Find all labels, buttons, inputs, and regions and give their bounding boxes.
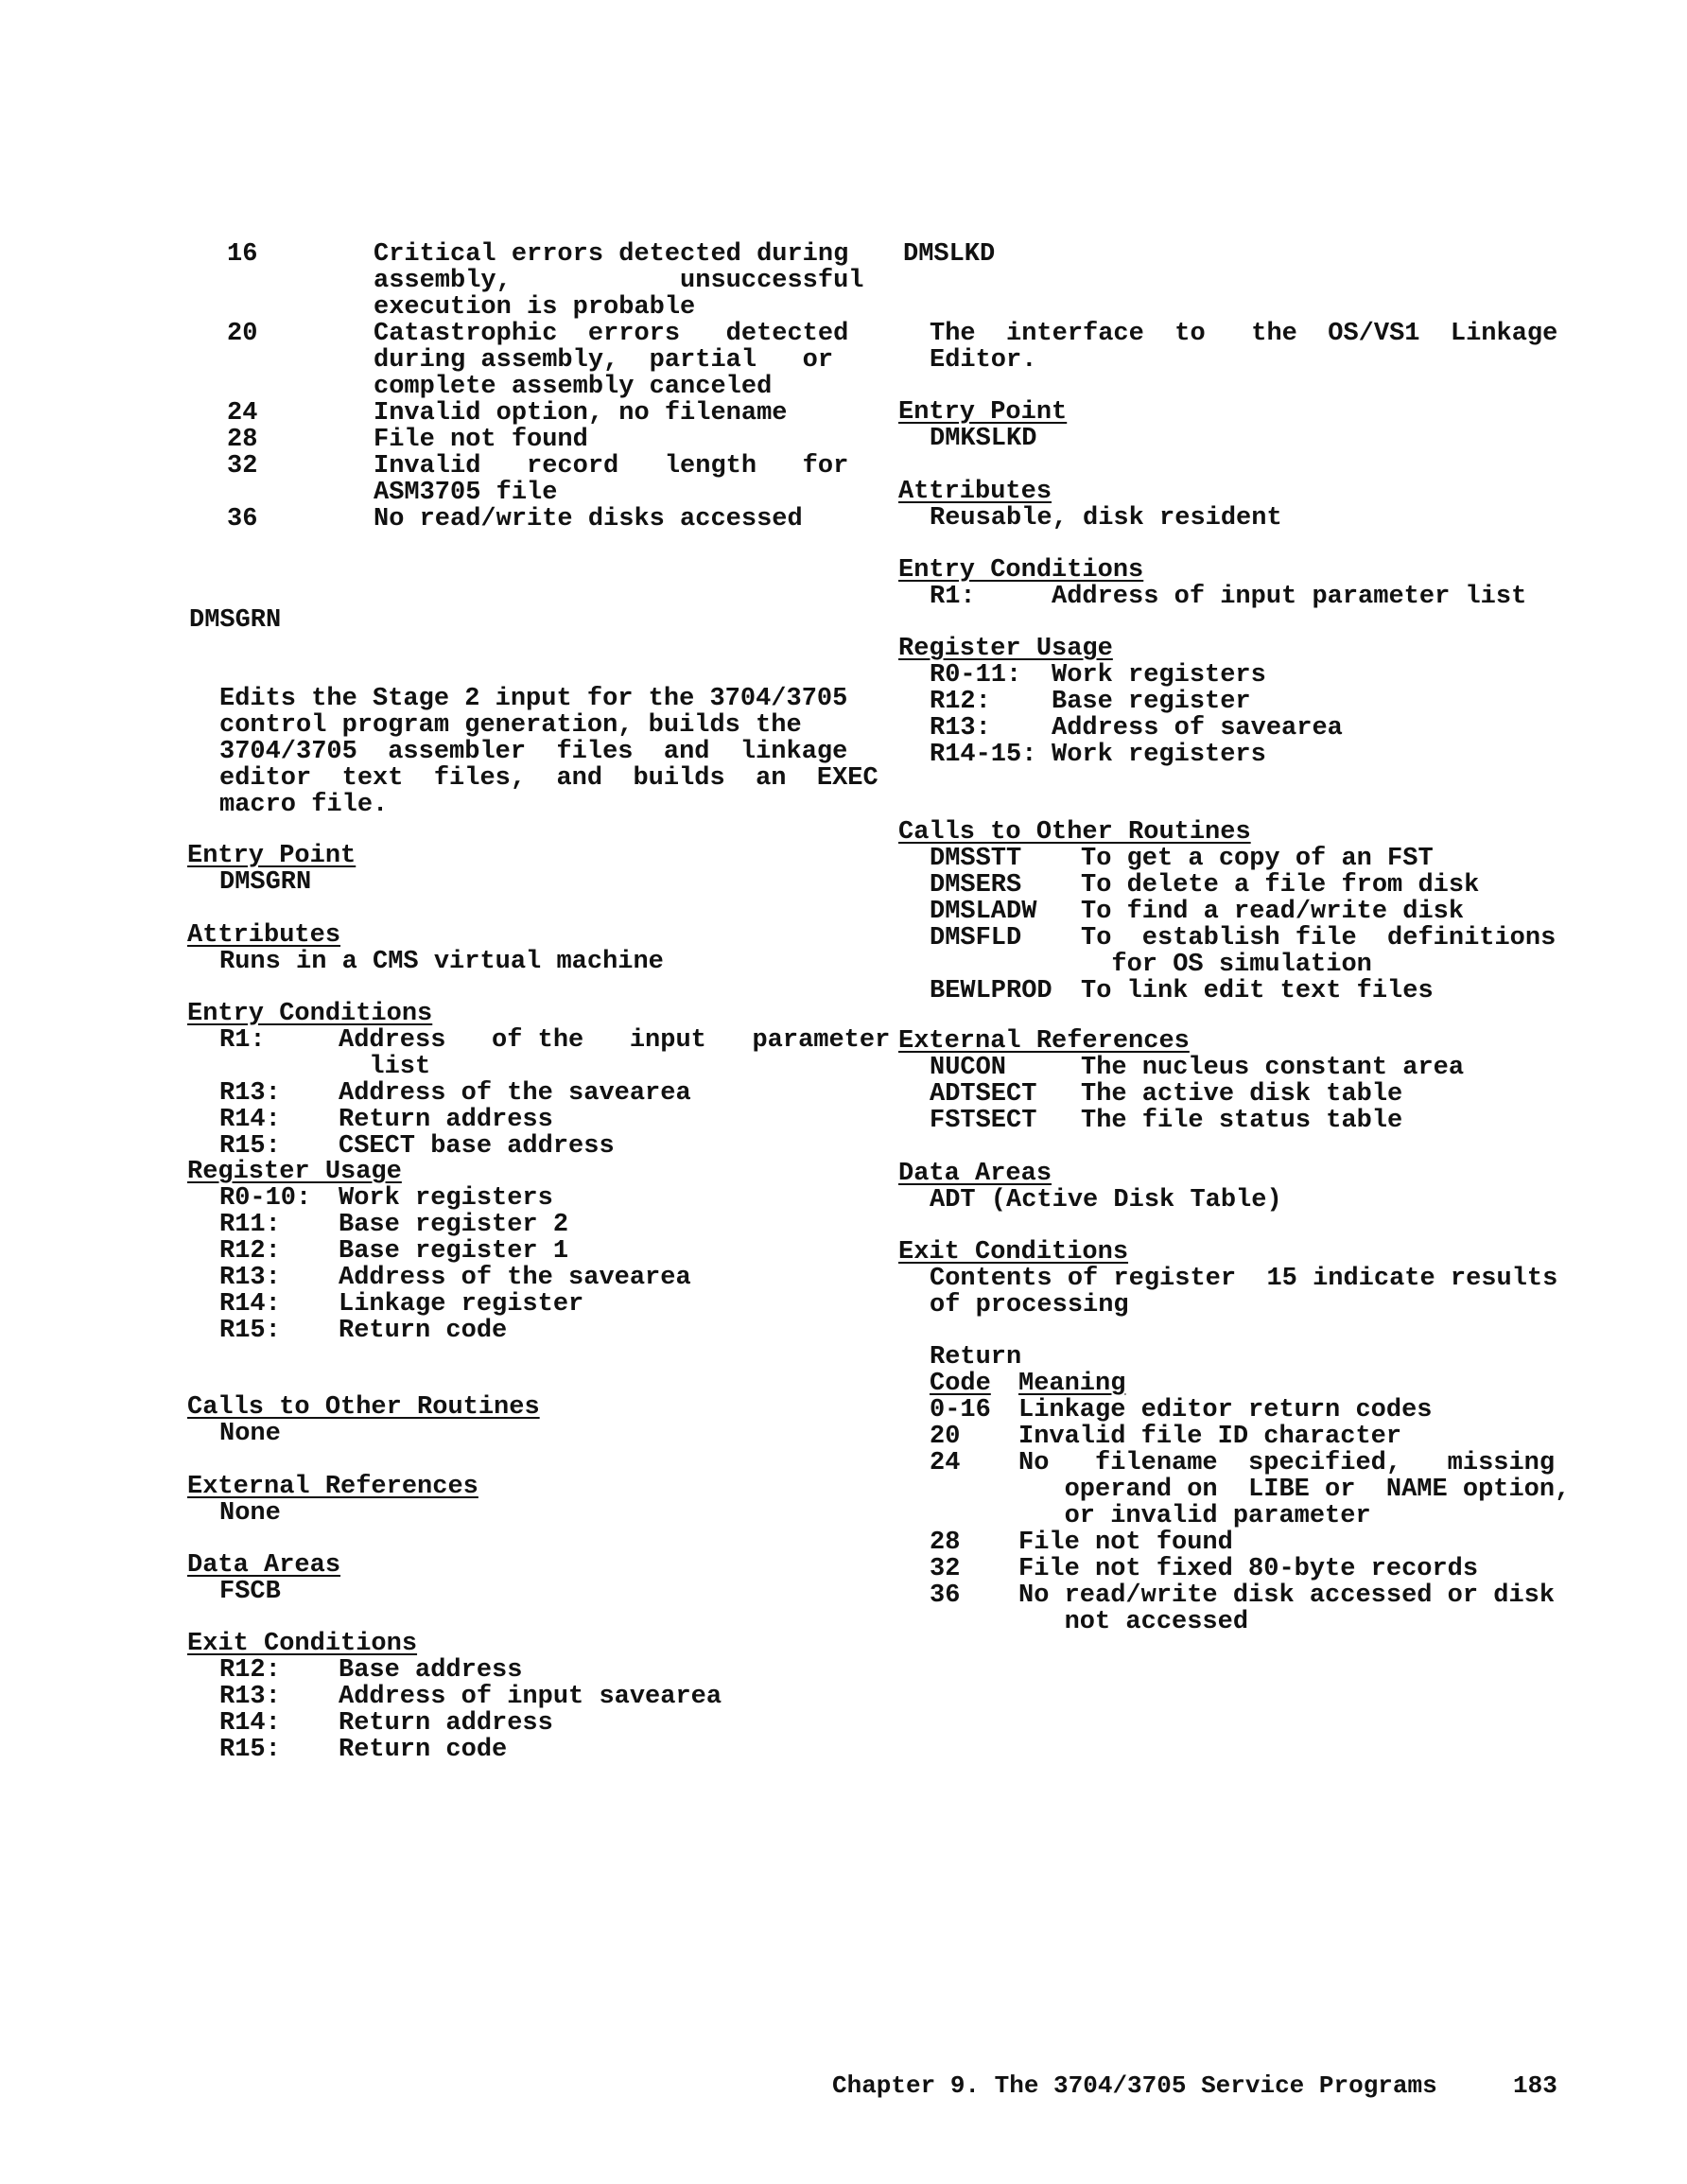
call-routine-key: DMSSTT bbox=[930, 845, 1022, 873]
section-heading: Entry Point bbox=[187, 842, 357, 870]
module-description: editor text files, and builds an EXEC bbox=[219, 764, 878, 793]
exit-condition-key: R12: bbox=[219, 1656, 281, 1685]
entry-condition-key: R1: bbox=[219, 1026, 266, 1055]
register-key: R0-10: bbox=[219, 1184, 312, 1213]
module-description: The interface to the OS/VS1 Linkage bbox=[930, 320, 1558, 348]
return-code-meaning: File not fixed 80-byte records bbox=[1018, 1555, 1479, 1583]
external-reference-key: NUCON bbox=[930, 1054, 1007, 1082]
exit-conditions-text: Contents of register 15 indicate results bbox=[930, 1265, 1558, 1293]
call-routine-value: To delete a file from disk bbox=[1081, 871, 1480, 900]
section-heading: External References bbox=[187, 1473, 478, 1501]
external-value: None bbox=[219, 1499, 281, 1528]
module-description: 3704/3705 assembler files and linkage bbox=[219, 738, 848, 766]
register-value: Return code bbox=[339, 1317, 508, 1345]
return-code: 20 bbox=[930, 1423, 961, 1451]
return-code: 28 bbox=[227, 426, 258, 454]
external-reference-key: FSTSECT bbox=[930, 1107, 1037, 1135]
module-description: control program generation, builds the bbox=[219, 711, 802, 740]
exit-condition-value: Return code bbox=[339, 1736, 508, 1764]
return-code-meaning: complete assembly canceled bbox=[374, 373, 773, 401]
return-code: 36 bbox=[930, 1581, 961, 1610]
section-heading: Data Areas bbox=[898, 1160, 1052, 1188]
return-code: 24 bbox=[227, 399, 258, 428]
call-routine-value: To link edit text files bbox=[1081, 977, 1434, 1005]
return-code: 24 bbox=[930, 1449, 961, 1477]
register-key: R13: bbox=[930, 714, 991, 743]
module-name: DMSLKD bbox=[903, 240, 996, 269]
return-code-meaning: File not found bbox=[374, 426, 588, 454]
exit-conditions-text: of processing bbox=[930, 1291, 1129, 1319]
exit-condition-key: R13: bbox=[219, 1683, 281, 1711]
return-code-meaning: operand on LIBE or NAME option, bbox=[1018, 1476, 1571, 1504]
register-key: R12: bbox=[219, 1237, 281, 1266]
exit-condition-value: Base address bbox=[339, 1656, 523, 1685]
exit-condition-key: R15: bbox=[219, 1736, 281, 1764]
register-value: Work registers bbox=[1052, 661, 1266, 690]
return-code-meaning: Linkage editor return codes bbox=[1018, 1396, 1433, 1424]
section-heading: Exit Conditions bbox=[187, 1630, 418, 1658]
attributes-value: Reusable, disk resident bbox=[930, 504, 1282, 533]
entry-condition-value: CSECT base address bbox=[339, 1132, 615, 1161]
module-description: Editor. bbox=[930, 346, 1037, 375]
call-routine-value: for OS simulation bbox=[1081, 951, 1372, 979]
register-key: R0-11: bbox=[930, 661, 1022, 690]
module-description: Edits the Stage 2 input for the 3704/3705 bbox=[219, 685, 848, 713]
entry-condition-value: Address of the input parameter bbox=[339, 1026, 891, 1055]
call-routine-value: To find a read/write disk bbox=[1081, 898, 1465, 926]
return-code: 20 bbox=[227, 320, 258, 348]
external-reference-key: ADTSECT bbox=[930, 1080, 1037, 1109]
return-code-meaning: Invalid record length for bbox=[374, 452, 849, 480]
register-value: Address of savearea bbox=[1052, 714, 1343, 743]
return-code: 36 bbox=[227, 505, 258, 533]
call-routine-key: BEWLPROD bbox=[930, 977, 1052, 1005]
entry-condition-key: R1: bbox=[930, 583, 976, 611]
module-name: DMSGRN bbox=[189, 606, 282, 635]
return-code-meaning: during assembly, partial or bbox=[374, 346, 834, 375]
section-heading: Entry Conditions bbox=[898, 556, 1144, 585]
return-code-heading: Code bbox=[930, 1370, 991, 1398]
entry-condition-value: list bbox=[339, 1053, 431, 1081]
register-key: R14-15: bbox=[930, 741, 1037, 769]
section-heading: Exit Conditions bbox=[898, 1238, 1129, 1267]
register-value: Base register 2 bbox=[339, 1211, 569, 1239]
section-heading: Data Areas bbox=[187, 1551, 341, 1580]
register-key: R14: bbox=[219, 1290, 281, 1319]
return-code-meaning: No read/write disks accessed bbox=[374, 505, 803, 533]
entry-condition-value: Address of input parameter list bbox=[1052, 583, 1527, 611]
entry-point-value: DMSGRN bbox=[219, 868, 312, 897]
exit-condition-value: Address of input savearea bbox=[339, 1683, 722, 1711]
register-value: Work registers bbox=[339, 1184, 553, 1213]
module-description: macro file. bbox=[219, 791, 389, 819]
register-key: R13: bbox=[219, 1264, 281, 1292]
external-reference-value: The active disk table bbox=[1081, 1080, 1403, 1109]
entry-condition-key: R14: bbox=[219, 1106, 281, 1134]
entry-condition-value: Address of the savearea bbox=[339, 1079, 691, 1108]
entry-condition-key: R13: bbox=[219, 1079, 281, 1108]
return-code-meaning: Invalid file ID character bbox=[1018, 1423, 1402, 1451]
call-routine-key: DMSERS bbox=[930, 871, 1022, 900]
register-key: R12: bbox=[930, 688, 991, 716]
return-code: 16 bbox=[227, 240, 258, 269]
entry-point-value: DMKSLKD bbox=[930, 425, 1037, 453]
call-routine-key: DMSFLD bbox=[930, 924, 1022, 952]
register-value: Base register 1 bbox=[339, 1237, 569, 1266]
entry-condition-value: Return address bbox=[339, 1106, 553, 1134]
return-code-meaning: Invalid option, no filename bbox=[374, 399, 788, 428]
call-routine-value: To get a copy of an FST bbox=[1081, 845, 1434, 873]
register-value: Work registers bbox=[1052, 741, 1266, 769]
register-key: R15: bbox=[219, 1317, 281, 1345]
section-heading: External References bbox=[898, 1027, 1190, 1056]
return-label: Return bbox=[930, 1343, 1022, 1372]
return-code: 32 bbox=[227, 452, 258, 480]
call-routine-key: DMSLADW bbox=[930, 898, 1037, 926]
entry-condition-key: R15: bbox=[219, 1132, 281, 1161]
exit-condition-key: R14: bbox=[219, 1709, 281, 1738]
return-code-meaning: or invalid parameter bbox=[1018, 1502, 1371, 1530]
section-heading: Attributes bbox=[898, 478, 1052, 506]
data-areas-value: FSCB bbox=[219, 1578, 281, 1606]
return-code-meaning: No read/write disk accessed or disk bbox=[1018, 1581, 1556, 1610]
footer-title: Chapter 9. The 3704/3705 Service Programs bbox=[832, 2071, 1437, 2100]
register-value: Base register bbox=[1052, 688, 1251, 716]
meaning-heading: Meaning bbox=[1018, 1370, 1126, 1398]
return-code-meaning: execution is probable bbox=[374, 293, 696, 322]
return-code-meaning: No filename specified, missing bbox=[1018, 1449, 1556, 1477]
call-routine-value: To establish file definitions bbox=[1081, 924, 1557, 952]
register-value: Linkage register bbox=[339, 1290, 584, 1319]
section-heading: Register Usage bbox=[187, 1158, 402, 1186]
section-heading: Calls to Other Routines bbox=[187, 1393, 540, 1422]
section-heading: Calls to Other Routines bbox=[898, 818, 1251, 847]
section-heading: Register Usage bbox=[898, 635, 1113, 663]
return-code-meaning: not accessed bbox=[1018, 1608, 1249, 1636]
data-areas-value: ADT (Active Disk Table) bbox=[930, 1186, 1282, 1214]
section-heading: Attributes bbox=[187, 921, 341, 950]
attributes-value: Runs in a CMS virtual machine bbox=[219, 948, 664, 976]
register-key: R11: bbox=[219, 1211, 281, 1239]
external-reference-value: The file status table bbox=[1081, 1107, 1403, 1135]
return-code-meaning: File not found bbox=[1018, 1529, 1233, 1557]
return-code: 0-16 bbox=[930, 1396, 991, 1424]
return-code-meaning: assembly, unsuccessful bbox=[374, 267, 864, 295]
calls-value: None bbox=[219, 1420, 281, 1448]
return-code: 28 bbox=[930, 1529, 961, 1557]
section-heading: Entry Conditions bbox=[187, 1000, 433, 1028]
return-code-meaning: Catastrophic errors detected bbox=[374, 320, 849, 348]
register-value: Address of the savearea bbox=[339, 1264, 691, 1292]
section-heading: Entry Point bbox=[898, 398, 1068, 427]
return-code-meaning: Critical errors detected during bbox=[374, 240, 849, 269]
return-code: 32 bbox=[930, 1555, 961, 1583]
external-reference-value: The nucleus constant area bbox=[1081, 1054, 1465, 1082]
return-code-meaning: ASM3705 file bbox=[374, 479, 558, 507]
exit-condition-value: Return address bbox=[339, 1709, 553, 1738]
page-number: 183 bbox=[1513, 2071, 1557, 2100]
